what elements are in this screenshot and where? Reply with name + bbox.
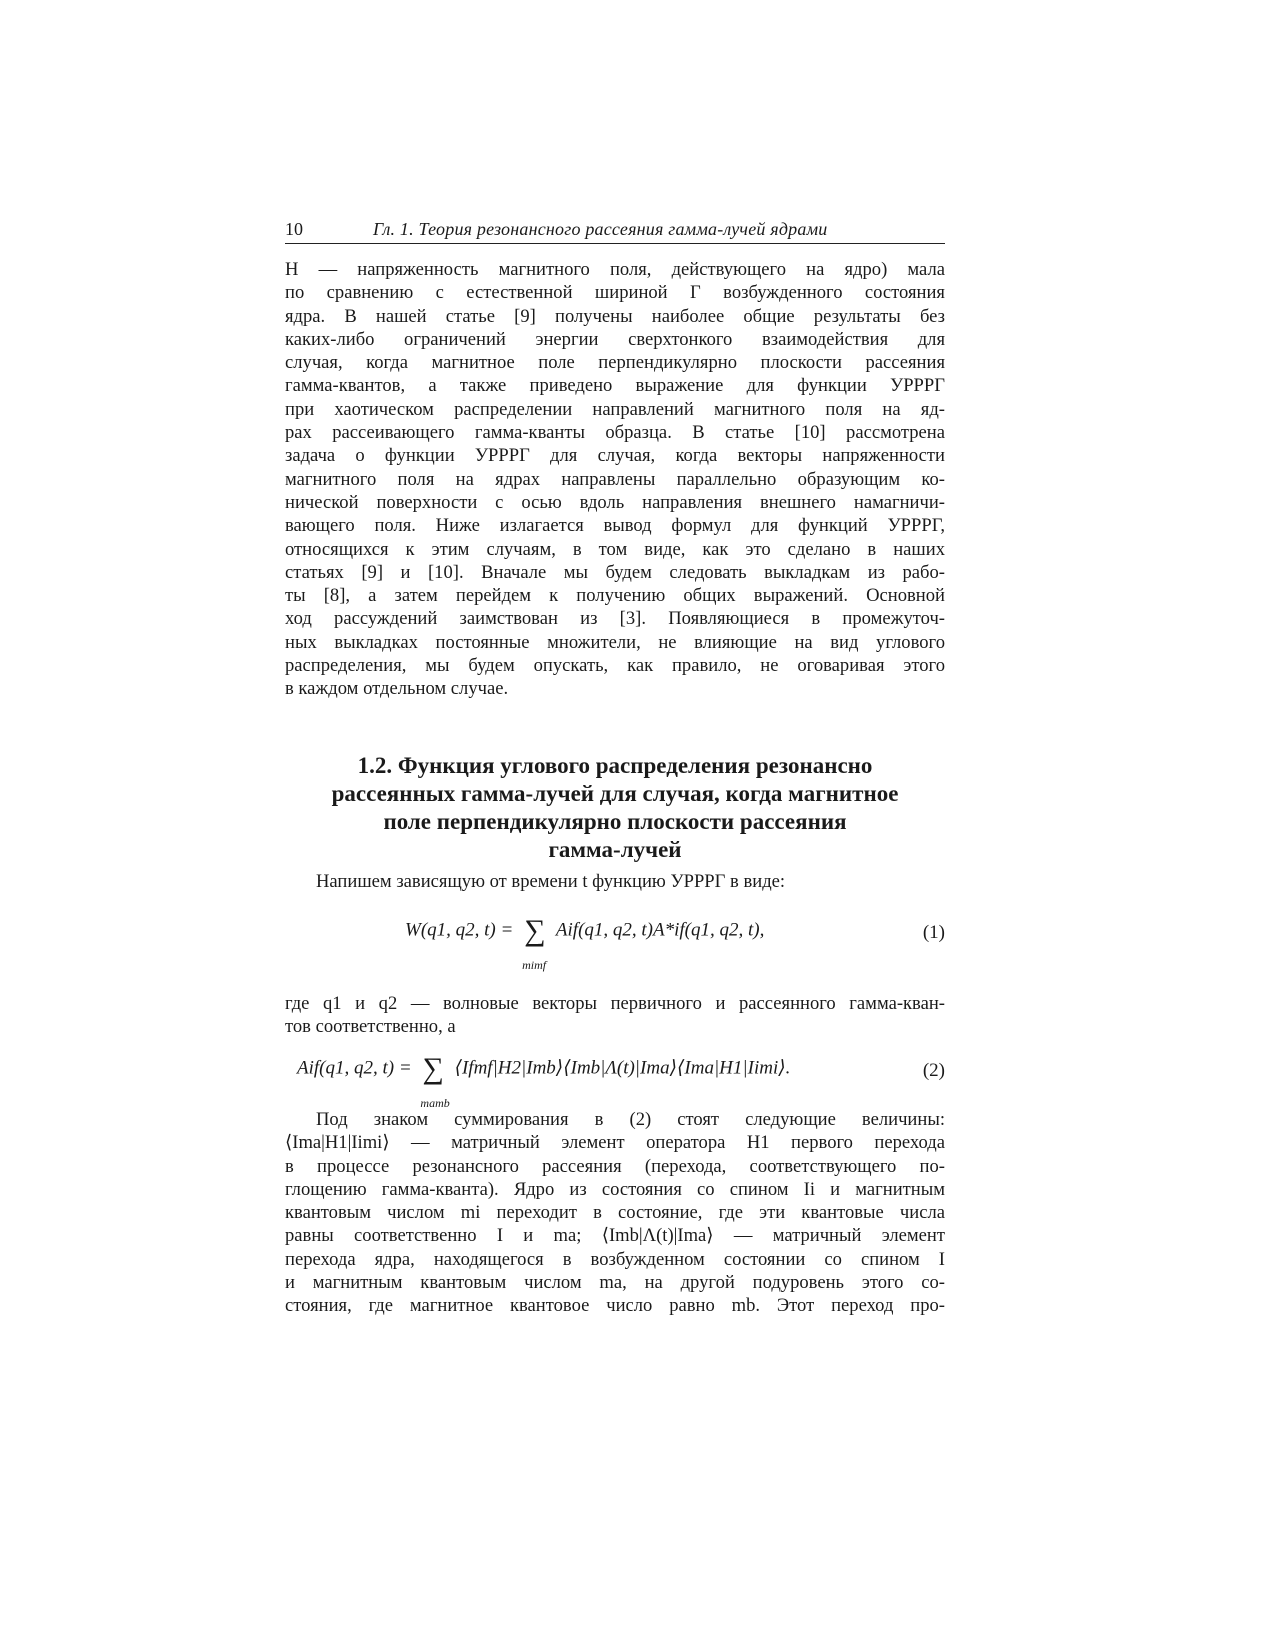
header-rule [285, 243, 945, 244]
text-line: магнитного поля на ядрах направлены параллельно образующим ко- [285, 468, 945, 490]
text-line: по сравнению с естественной шириной Γ возбужденного состояния [285, 282, 945, 304]
eq2-sum-index: mamb [420, 1096, 450, 1110]
eq1-lhs: W(q1, q2, t) = [405, 919, 514, 941]
section-heading-line: рассеянных гамма-лучей для случая, когда магнитное [331, 781, 899, 806]
text-line: относящихся к этим случаям, в том виде, как это сделано в наших [285, 538, 945, 560]
summation-symbol: ∑ mimf [524, 916, 545, 946]
text-line: H — напряженность магнитного поля, действующего на ядро) мала [285, 259, 945, 280]
eq2-lhs: Aif(q1, q2, t) = [297, 1057, 412, 1079]
paragraph-4 [285, 1108, 945, 1318]
text-line: ядра. В нашей статье [9] получены наиболее общие результаты без [285, 305, 945, 327]
text-line: квантовым числом mi переходит в состояние, где эти квантовые числа [285, 1202, 945, 1224]
text-line: Под знаком суммирования в (2) стоят следующие величины: [316, 1109, 945, 1130]
text-line: ных выкладках постоянные множители, не влияющие на вид углового [285, 631, 945, 653]
text-line: каких-либо ограничений энергии сверхтонкого взаимодействия для [285, 328, 945, 350]
eq1-rhs: Aif(q1, q2, t)A*if(q1, q2, t), [555, 919, 765, 941]
equation-2 [285, 1040, 945, 1110]
paragraph-3 [285, 992, 945, 1039]
section-heading-line: поле перпендикулярно плоскости рассеяния [383, 809, 847, 834]
text-line: в каждом отдельном случае. [285, 678, 509, 700]
summation-symbol: ∑ mamb [422, 1054, 443, 1084]
text-line: рах рассеивающего гамма-кванты образца. В статье [10] рассмотрена [285, 422, 945, 444]
text-line: статьях [9] и [10]. Вначале мы будем следовать выкладкам из рабо- [285, 561, 945, 583]
text-line: тов соответственно, а [285, 1016, 456, 1038]
eq2-rhs: ⟨Ifmf|H2|Imb⟩⟨Imb|Λ(t)|Ima⟩⟨Ima|H1|Iimi⟩. [454, 1057, 791, 1079]
page-number: 10 [285, 219, 303, 239]
equation-number-1: (1) [922, 922, 945, 943]
section-heading [285, 752, 945, 864]
text-line: стояния, где магнитное квантовое число равно mb. Этот переход про- [285, 1295, 945, 1317]
equation-number-2: (2) [922, 1060, 945, 1081]
running-header [285, 219, 945, 245]
text-line: при хаотическом распределении направлений магнитного поля на яд- [285, 398, 945, 420]
text-line: ты [8], а затем перейдем к получению общих выражений. Основной [285, 585, 945, 607]
paragraph-2 [285, 870, 945, 893]
text-line: в процессе резонансного рассеяния (перехода, соответствующего по- [285, 1155, 945, 1177]
text-line: равны соответственно I и ma; ⟨Imb|Λ(t)|Ima⟩ — матричный элемент [285, 1225, 945, 1247]
text-line: и магнитным квантовым числом ma, на другой подуровень этого со- [285, 1272, 945, 1294]
text-line: распределения, мы будем опускать, как правило, не оговаривая этого [285, 655, 945, 677]
paragraph-1 [285, 258, 945, 701]
text-line: ⟨Ima|H1|Iimi⟩ — матричный элемент оператора H1 первого перехода [285, 1132, 945, 1154]
section-heading-line: 1.2. Функция углового распределения резонансно [357, 753, 873, 778]
text-line: нической поверхности с осью вдоль направления внешнего намагничи- [285, 491, 945, 513]
text-line: перехода ядра, находящегося в возбужденном состоянии со спином I [285, 1248, 945, 1270]
text-line: случая, когда магнитное поле перпендикулярно плоскости рассеяния [285, 352, 945, 374]
text-line: Напишем зависящую от времени t функцию УРРРГ в виде: [316, 871, 786, 892]
text-line: вающего поля. Ниже излагается вывод формул для функций УРРРГ, [285, 515, 945, 537]
text-line: где q1 и q2 — волновые векторы первичного и рассеянного гамма-кван- [285, 993, 945, 1014]
section-heading-line: гамма-лучей [548, 837, 682, 862]
text-line: задача о функции УРРРГ для случая, когда векторы напряженности [285, 445, 945, 467]
text-line: глощению гамма-кванта). Ядро из состояния со спином Ii и магнитным [285, 1178, 945, 1200]
equation-1 [285, 902, 945, 972]
text-line: гамма-квантов, а также приведено выражение для функции УРРРГ [285, 375, 945, 397]
eq1-sum-index: mimf [522, 958, 547, 972]
running-title: Гл. 1. Теория резонансного рассеяния гамма-лучей ядрами [373, 219, 828, 239]
text-line: ход рассуждений заимствован из [3]. Появляющиеся в промежуточ- [285, 608, 945, 630]
